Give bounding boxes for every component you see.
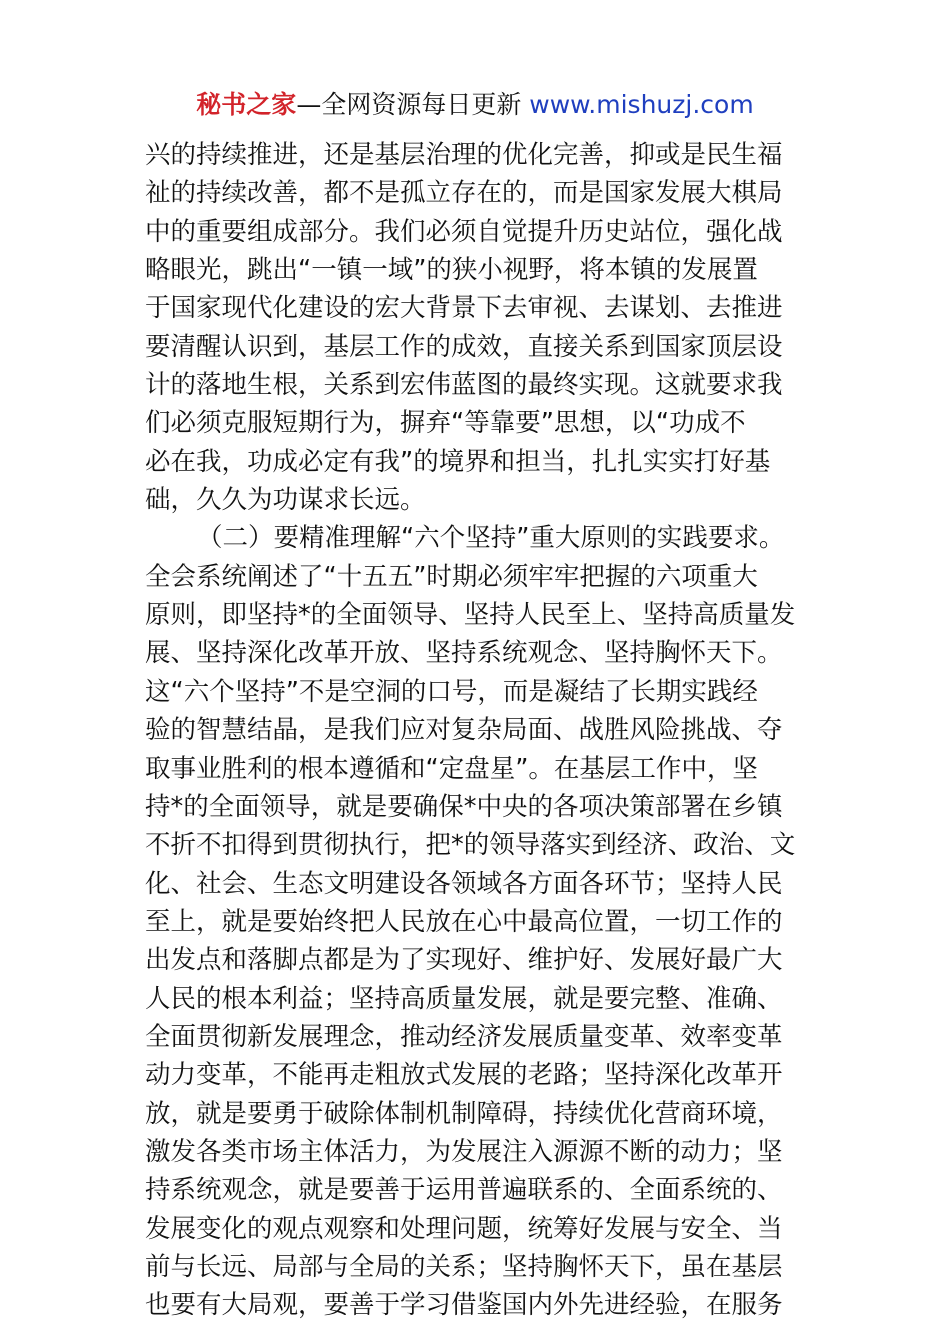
text-line: 展、坚持深化改革开放、坚持系统观念、坚持胸怀天下。 bbox=[145, 638, 783, 669]
text-line: 们必须克服短期行为，摒弃“等靠要”思想，以“功成不 bbox=[145, 408, 746, 439]
text-line: 这“六个坚持”不是空洞的口号，而是凝结了长期实践经 bbox=[145, 676, 758, 707]
text-line: 放，就是要勇于破除体制机制障碍，持续优化营商环境， bbox=[145, 1098, 783, 1129]
text-line: 取事业胜利的根本遵循和“定盘星”。在基层工作中，坚 bbox=[145, 753, 758, 784]
section-heading-line: （二）要精准理解“六个坚持”重大原则的实践要求。 bbox=[197, 523, 785, 554]
text-line: 中的重要组成部分。我们必须自觉提升历史站位，强化战 bbox=[145, 216, 783, 247]
text-line: 持系统观念，就是要善于运用普遍联系的、全面系统的、 bbox=[145, 1175, 783, 1206]
text-line: 于国家现代化建设的宏大背景下去审视、去谋划、去推进 bbox=[145, 293, 783, 324]
text-line: 动力变革，不能再走粗放式发展的老路；坚持深化改革开 bbox=[145, 1060, 783, 1091]
text-line: 要清醒认识到，基层工作的成效，直接关系到国家顶层设 bbox=[145, 331, 783, 362]
text-line: 原则，即坚持*的全面领导、坚持人民至上、坚持高质量发 bbox=[145, 600, 796, 631]
text-line: 激发各类市场主体活力，为发展注入源源不断的动力；坚 bbox=[145, 1136, 783, 1167]
text-line: 也要有大局观，要善于学习借鉴国内外先进经验，在服务 bbox=[145, 1290, 783, 1321]
text-line: 略眼光，跳出“一镇一域”的狭小视野，将本镇的发展置 bbox=[145, 255, 758, 286]
header-tagline: —全网资源每日更新 bbox=[296, 90, 530, 119]
text-line: 兴的持续推进，还是基层治理的优化完善，抑或是民生福 bbox=[145, 140, 783, 170]
text-line: 础，久久为功谋求长远。 bbox=[145, 485, 426, 516]
text-line: 祉的持续改善，都不是孤立存在的，而是国家发展大棋局 bbox=[145, 178, 783, 209]
text-line: 前与长远、局部与全局的关系；坚持胸怀天下，虽在基层 bbox=[145, 1251, 783, 1282]
text-line: 不折不扣得到贯彻执行，把*的领导落实到经济、政治、文 bbox=[145, 830, 796, 861]
text-line: 人民的根本利益；坚持高质量发展，就是要完整、准确、 bbox=[145, 983, 783, 1014]
text-line: 发展变化的观点观察和处理问题，统筹好发展与安全、当 bbox=[145, 1213, 783, 1244]
page-header bbox=[0, 88, 950, 122]
text-line: 全面贯彻新发展理念，推动经济发展质量变革、效率变革 bbox=[145, 1021, 783, 1052]
text-line: 化、社会、生态文明建设各领域各方面各环节；坚持人民 bbox=[145, 868, 783, 899]
text-line: 出发点和落脚点都是为了实现好、维护好、发展好最广大 bbox=[145, 945, 783, 976]
text-line: 必在我，功成必定有我”的境界和担当，扎扎实实打好基 bbox=[145, 446, 771, 477]
text-line: 验的智慧结晶，是我们应对复杂局面、战胜风险挑战、夺 bbox=[145, 715, 783, 746]
text-line: 全会系统阐述了“十五五”时期必须牢牢把握的六项重大 bbox=[145, 561, 758, 592]
text-line: 至上，就是要始终把人民放在心中最高位置，一切工作的 bbox=[145, 906, 783, 937]
site-url-link[interactable]: www.mishuzj.com bbox=[529, 90, 754, 119]
brand-name: 秘书之家 bbox=[196, 90, 297, 119]
text-line: 持*的全面领导，就是要确保*中央的各项决策部署在乡镇 bbox=[145, 791, 783, 822]
text-line: 计的落地生根，关系到宏伟蓝图的最终实现。这就要求我 bbox=[145, 370, 783, 401]
document-body bbox=[145, 136, 810, 1325]
